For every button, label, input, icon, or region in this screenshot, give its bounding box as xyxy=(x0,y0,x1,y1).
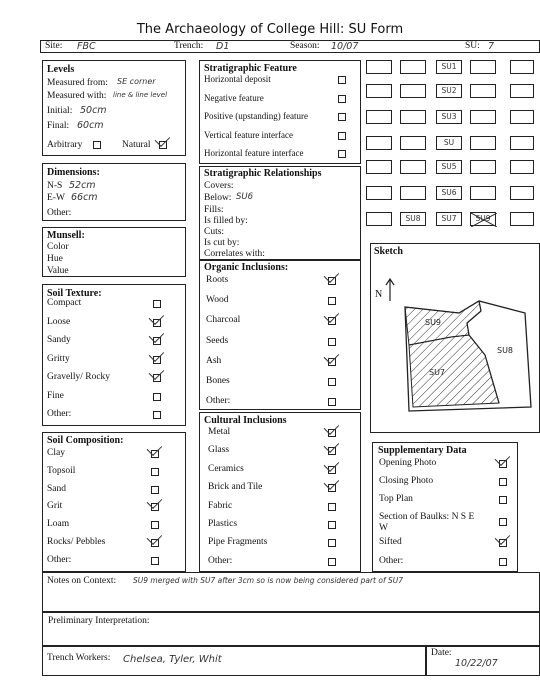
arbitrary-checkbox[interactable] xyxy=(93,141,101,149)
munsell-hue-label: Hue xyxy=(47,254,63,264)
soil-comp-checkbox-topsoil[interactable] xyxy=(151,468,159,476)
soil-texture-label-gravelly-rocky: Gravelly/ Rocky xyxy=(47,372,111,382)
trench-label: Trench: xyxy=(174,41,204,51)
soil-texture-checkbox-fine[interactable] xyxy=(153,393,161,401)
soil-comp-label-sand: Sand xyxy=(47,483,66,494)
matrix-box[interactable] xyxy=(436,186,462,200)
supp-checkbox-sifted[interactable] xyxy=(499,539,507,547)
soil-comp-label-grit: Grit xyxy=(47,501,63,512)
matrix-box[interactable] xyxy=(400,60,426,74)
cultural-label-ceramics: Ceramics xyxy=(208,463,244,474)
covers-label: Covers: xyxy=(204,181,234,191)
soil-comp-checkbox-rocks-pebbles[interactable] xyxy=(151,539,159,547)
matrix-box-label: SU2 xyxy=(441,86,457,95)
sketch-label-su7: SU7 xyxy=(429,368,446,377)
supp-label-other: Other: xyxy=(379,556,404,566)
strat-feature-label-horizontal-feature-interface: Horizontal feature interface xyxy=(204,148,304,158)
fills-label: Fills: xyxy=(204,205,224,215)
soil-texture-label-fine: Fine xyxy=(47,390,64,401)
supp-label-section-of-baulks-n-s-e: Section of Baulks: N S E xyxy=(379,512,475,522)
soil-texture-label-other: Other: xyxy=(47,409,72,419)
dimensions-section xyxy=(42,163,186,221)
matrix-box[interactable] xyxy=(366,212,392,226)
cultural-section xyxy=(199,412,361,572)
strat-feature-checkbox-negative-feature[interactable] xyxy=(338,95,346,103)
matrix-box[interactable] xyxy=(400,186,426,200)
notes-label: Notes on Context: xyxy=(47,576,117,586)
natural-label: Natural xyxy=(122,140,151,150)
supp-label-opening-photo: Opening Photo xyxy=(379,458,437,468)
cultural-checkbox-metal[interactable] xyxy=(328,429,336,437)
supplementary-title: Supplementary Data xyxy=(378,445,467,456)
matrix-box[interactable] xyxy=(470,60,496,74)
workers-section xyxy=(42,646,426,676)
organic-checkbox-ash[interactable] xyxy=(328,358,336,366)
supp-label-sifted: Sifted xyxy=(379,537,402,547)
matrix-box[interactable] xyxy=(436,160,462,174)
organic-label-other: Other: xyxy=(206,396,231,407)
matrix-box[interactable] xyxy=(510,186,534,200)
levels-title: Levels xyxy=(47,64,75,75)
soil-comp-label-rocks-pebbles: Rocks/ Pebbles xyxy=(47,537,106,547)
ns-value[interactable]: 52cm xyxy=(69,180,96,191)
matrix-box[interactable] xyxy=(436,84,462,98)
soil-comp-checkbox-clay[interactable] xyxy=(151,450,159,458)
supp-label-closing-photo: Closing Photo xyxy=(379,476,434,486)
strike-icon xyxy=(471,213,497,227)
matrix-box[interactable] xyxy=(470,186,496,200)
filled-by-label: Is filled by: xyxy=(204,216,248,226)
soil-comp-label-clay: Clay xyxy=(47,448,65,458)
matrix-box[interactable] xyxy=(366,136,392,150)
matrix-box-label: SU3 xyxy=(441,112,457,121)
matrix-box[interactable] xyxy=(470,160,496,174)
interpretation-section xyxy=(42,612,540,646)
cultural-checkbox-other[interactable] xyxy=(328,558,336,566)
north-label: N xyxy=(375,289,383,300)
strat-feature-checkbox-horizontal-feature-interface[interactable] xyxy=(338,150,346,158)
matrix-box[interactable] xyxy=(400,136,426,150)
cultural-checkbox-glass[interactable] xyxy=(328,447,336,455)
workers-label: Trench Workers: xyxy=(47,653,111,663)
cuts-label: Cuts: xyxy=(204,227,225,237)
site-sketch[interactable] xyxy=(399,299,533,414)
matrix-box[interactable] xyxy=(510,84,534,98)
matrix-box-label: SU7 xyxy=(441,214,457,223)
soil-texture-checkbox-gritty[interactable] xyxy=(153,356,161,364)
natural-checkbox[interactable] xyxy=(159,141,167,149)
cultural-checkbox-ceramics[interactable] xyxy=(328,466,336,474)
supp-checkbox-other[interactable] xyxy=(499,558,507,566)
notes-section xyxy=(42,572,540,612)
munsell-title: Munsell: xyxy=(47,230,85,241)
matrix-box-label: SU9 xyxy=(475,214,491,223)
matrix-box[interactable] xyxy=(400,110,426,124)
trench-value[interactable]: D1 xyxy=(216,41,230,52)
dimensions-other-label: Other: xyxy=(47,208,72,218)
site-value[interactable]: FBC xyxy=(77,41,96,52)
soil-texture-title: Soil Texture: xyxy=(47,288,102,299)
initial-value[interactable]: 50cm xyxy=(80,105,107,116)
organic-checkbox-other[interactable] xyxy=(328,398,336,406)
soil-comp-label-topsoil: Topsoil xyxy=(47,465,76,476)
matrix-box[interactable] xyxy=(366,60,392,74)
final-label: Final: xyxy=(47,121,70,131)
matrix-box[interactable] xyxy=(436,212,462,226)
strat-feature-label-negative-feature: Negative feature xyxy=(204,92,264,103)
matrix-box[interactable] xyxy=(400,212,426,226)
strat-feature-checkbox-positive-upstanding-feature[interactable] xyxy=(338,113,346,121)
organic-label-charcoal: Charcoal xyxy=(206,315,241,326)
strat-feature-checkbox-horizontal-deposit[interactable] xyxy=(338,76,346,84)
matrix-box-label: SU1 xyxy=(441,62,457,71)
matrix-box[interactable] xyxy=(366,84,392,98)
soil-texture-label-sandy: Sandy xyxy=(47,335,71,345)
organic-label-roots: Roots xyxy=(206,275,229,285)
organic-checkbox-bones[interactable] xyxy=(328,378,336,386)
supp-checkbox-section-of-baulks-n-s-e[interactable] xyxy=(499,518,507,526)
organic-checkbox-seeds[interactable] xyxy=(328,338,336,346)
cultural-label-pipe-fragments: Pipe Fragments xyxy=(208,537,268,548)
cultural-label-glass: Glass xyxy=(208,445,230,456)
soil-comp-checkbox-loam[interactable] xyxy=(151,521,159,529)
strat-feature-label-vertical-feature-interface: Vertical feature interface xyxy=(204,129,293,140)
strat-feature-title: Stratigraphic Feature xyxy=(204,63,297,74)
matrix-box[interactable] xyxy=(436,60,462,74)
matrix-box[interactable] xyxy=(510,212,534,226)
matrix-box[interactable] xyxy=(366,110,392,124)
date-label: Date: xyxy=(431,648,452,658)
soil-composition-section xyxy=(42,432,186,572)
munsell-section xyxy=(42,227,186,277)
matrix-box[interactable] xyxy=(470,136,496,150)
header-row xyxy=(40,40,540,53)
soil-texture-label-compact: Compact xyxy=(47,298,82,308)
soil-texture-checkbox-compact[interactable] xyxy=(153,300,161,308)
strat-feature-section xyxy=(199,60,361,164)
matrix-box[interactable] xyxy=(510,110,534,124)
measured-from-value[interactable]: SE corner xyxy=(117,77,156,86)
below-value[interactable]: SU6 xyxy=(236,192,254,202)
sketch-label-su8: SU8 xyxy=(497,346,514,355)
soil-texture-section xyxy=(42,284,186,426)
matrix-box[interactable] xyxy=(436,136,462,150)
matrix-box[interactable] xyxy=(436,110,462,124)
matrix-box[interactable] xyxy=(510,160,534,174)
matrix-box-label: SU6 xyxy=(441,188,457,197)
soil-texture-label-gritty: Gritty xyxy=(47,353,70,364)
soil-composition-title: Soil Composition: xyxy=(47,435,124,446)
ew-value[interactable]: 66cm xyxy=(71,192,98,203)
organic-label-bones: Bones xyxy=(206,376,230,386)
supplementary-section xyxy=(372,442,518,572)
correlates-label: Correlates with: xyxy=(204,249,265,259)
sketch-label-su9: SU9 xyxy=(425,318,442,327)
matrix-box-label: SU8 xyxy=(405,214,421,223)
measured-with-value[interactable]: line & line level xyxy=(113,91,168,99)
workers-value[interactable]: Chelsea, Tyler, Whit xyxy=(123,654,222,665)
arbitrary-label: Arbitrary xyxy=(47,140,83,150)
season-value[interactable]: 10/07 xyxy=(331,41,359,52)
strat-rel-section xyxy=(199,166,361,260)
soil-texture-checkbox-gravelly-rocky[interactable] xyxy=(153,374,161,382)
below-label: Below: xyxy=(204,193,232,203)
season-label: Season: xyxy=(290,41,320,51)
initial-label: Initial: xyxy=(47,106,73,116)
cultural-title: Cultural Inclusions xyxy=(204,415,287,426)
cultural-checkbox-pipe-fragments[interactable] xyxy=(328,539,336,547)
supp-checkbox-opening-photo[interactable] xyxy=(499,460,507,468)
soil-comp-checkbox-grit[interactable] xyxy=(151,503,159,511)
strat-rel-title: Stratigraphic Relationships xyxy=(204,168,322,179)
date-value[interactable]: 10/22/07 xyxy=(455,658,498,669)
cut-by-label: Is cut by: xyxy=(204,238,240,248)
form-title: The Archaeology of College Hill: SU Form xyxy=(136,22,404,37)
soil-texture-checkbox-other[interactable] xyxy=(153,411,161,419)
cultural-label-fabric: Fabric xyxy=(208,500,233,511)
soil-texture-checkbox-sandy[interactable] xyxy=(153,337,161,345)
measured-with-label: Measured with: xyxy=(47,91,107,101)
final-value[interactable]: 60cm xyxy=(77,120,104,131)
north-arrow-icon xyxy=(385,278,395,302)
levels-section xyxy=(42,60,186,156)
strat-feature-label-horizontal-deposit: Horizontal deposit xyxy=(204,74,271,84)
supp-checkbox-closing-photo[interactable] xyxy=(499,478,507,486)
matrix-box[interactable] xyxy=(470,110,496,124)
soil-comp-checkbox-other[interactable] xyxy=(151,557,159,565)
matrix-box[interactable] xyxy=(470,212,496,226)
su-label: SU: xyxy=(465,41,480,51)
strat-feature-checkbox-vertical-feature-interface[interactable] xyxy=(338,132,346,140)
organic-label-ash: Ash xyxy=(206,355,222,366)
organic-section xyxy=(199,260,361,410)
soil-comp-label-other: Other: xyxy=(47,554,72,565)
su-value[interactable]: 7 xyxy=(488,41,495,52)
supp-checkbox-top-plan[interactable] xyxy=(499,496,507,504)
ns-label: N-S xyxy=(47,181,63,191)
matrix-box[interactable] xyxy=(510,60,534,74)
cultural-label-plastics: Plastics xyxy=(208,519,238,529)
ew-label: E-W xyxy=(47,193,65,203)
supp-label-top-plan: Top Plan xyxy=(379,494,413,504)
organic-title: Organic Inclusions: xyxy=(204,262,289,273)
matrix-box[interactable] xyxy=(510,136,534,150)
matrix-box[interactable] xyxy=(400,160,426,174)
cultural-checkbox-plastics[interactable] xyxy=(328,521,336,529)
organic-label-seeds: Seeds xyxy=(206,335,229,346)
matrix-box[interactable] xyxy=(366,186,392,200)
matrix-box[interactable] xyxy=(470,84,496,98)
organic-checkbox-wood[interactable] xyxy=(328,297,336,305)
organic-checkbox-roots[interactable] xyxy=(328,277,336,285)
dimensions-title: Dimensions: xyxy=(47,167,100,178)
soil-texture-label-loose: Loose xyxy=(47,316,71,327)
cultural-label-metal: Metal xyxy=(208,427,231,437)
strat-feature-label-positive-upstanding-feature: Positive (upstanding) feature xyxy=(204,111,308,121)
supp-label-w: W xyxy=(379,523,388,533)
matrix-box[interactable] xyxy=(366,160,392,174)
date-section xyxy=(426,646,540,676)
matrix-box-label: SU5 xyxy=(441,162,457,171)
soil-texture-checkbox-loose[interactable] xyxy=(153,319,161,327)
site-label: Site: xyxy=(45,41,63,51)
soil-comp-label-loam: Loam xyxy=(47,519,70,530)
munsell-color-label: Color xyxy=(47,242,69,252)
munsell-value-label: Value xyxy=(47,266,69,276)
organic-checkbox-charcoal[interactable] xyxy=(328,317,336,325)
sketch-section xyxy=(370,243,540,433)
sketch-title: Sketch xyxy=(374,246,403,257)
cultural-checkbox-fabric[interactable] xyxy=(328,503,336,511)
matrix-box[interactable] xyxy=(400,84,426,98)
cultural-checkbox-brick-and-tile[interactable] xyxy=(328,484,336,492)
organic-label-wood: Wood xyxy=(206,295,229,306)
notes-value[interactable]: SU9 merged with SU7 after 3cm so is now being considered part of SU7 xyxy=(133,576,404,585)
matrix-box-label: SU xyxy=(443,138,455,147)
cultural-label-brick-and-tile: Brick and Tile xyxy=(208,482,263,493)
measured-from-label: Measured from: xyxy=(47,78,108,88)
interpretation-label: Preliminary Interpretation: xyxy=(48,616,150,626)
cultural-label-other: Other: xyxy=(208,555,233,566)
